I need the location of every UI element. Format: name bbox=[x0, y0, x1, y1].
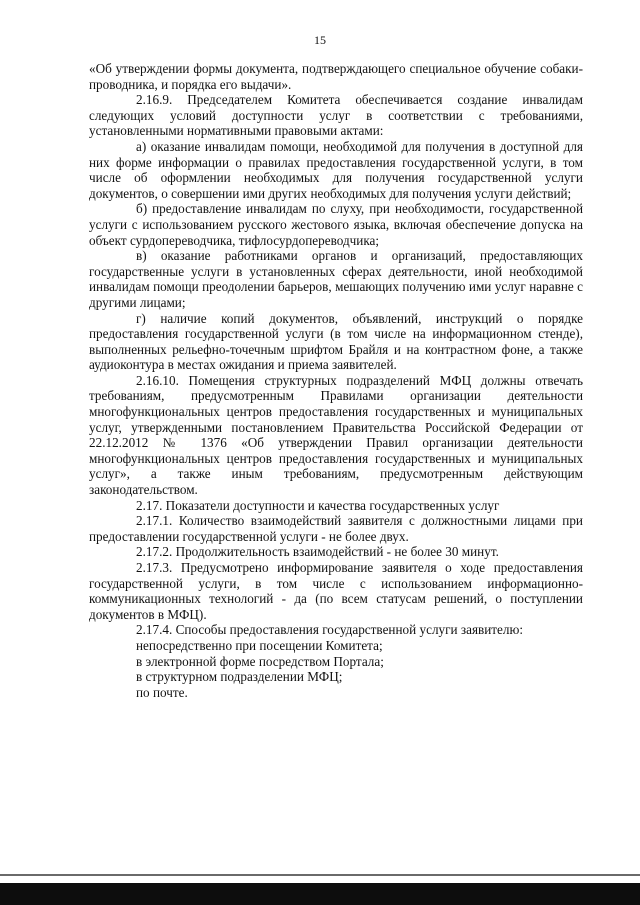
list-item-portal: в электронной форме посредством Портала; bbox=[136, 653, 384, 669]
paragraph-2-16-10: 2.16.10. Помещения структурных подразделений МФЦ должны отвечать требованиям, предусмотренным Правилами организации деятельности многофункциональных центров предоставления государственных и муниципальных услуг, утвержденными постановлением Правительства Российской Федерации от 22.12.2012 № 1376 «Об утверждении Правил организации деятельности многофункциональных центров предоставления государственных и муниципальных услуг», а также иным требованиям, предусмотренным действующим законодательством. bbox=[89, 372, 583, 498]
paragraph-2-17-heading: 2.17. Показатели доступности и качества государственных услуг bbox=[136, 497, 500, 513]
paragraph-2-17-2: 2.17.2. Продолжительность взаимодействий - не более 30 минут. bbox=[136, 544, 499, 560]
paragraph-order-title-continuation: «Об утверждении формы документа, подтверждающего специальное обучение собаки-проводника, и порядка его выдачи». bbox=[89, 61, 583, 92]
scan-edge-shadow bbox=[0, 883, 640, 905]
page-number: 15 bbox=[314, 33, 326, 47]
paragraph-item-b: б) предоставление инвалидам по слуху, при необходимости, государственной услуги с использованием русского жестового языка, включая обеспечение допуска на объект сурдопереводчика, тифлосурдопереводчика; bbox=[89, 201, 583, 248]
paragraph-item-a: а) оказание инвалидам помощи, необходимой для получения в доступной для них форме информации о правилах предоставления государственной услуги, в том числе об оформлении необходимых для получения государственной услуги документов, о совершении ими других необходимых для получения услуги действий; bbox=[89, 138, 583, 201]
paragraph-2-17-1: 2.17.1. Количество взаимодействий заявителя с должностными лицами при предоставлении государственной услуги - не более двух. bbox=[89, 513, 583, 544]
paragraph-2-17-4: 2.17.4. Способы предоставления государственной услуги заявителю: bbox=[136, 622, 524, 638]
list-item-mfc: в структурном подразделении МФЦ; bbox=[136, 669, 343, 685]
list-item-committee-visit: непосредственно при посещении Комитета; bbox=[136, 637, 383, 653]
document-body bbox=[89, 61, 583, 700]
paragraph-2-17-3: 2.17.3. Предусмотрено информирование заявителя о ходе предоставления государственной услуги, в том числе с использованием информационно-коммуникационных технологий - да (по всем статусам решений, о поступлении документов в МФЦ). bbox=[89, 560, 583, 622]
scan-edge-line bbox=[0, 874, 640, 876]
paragraph-item-g: г) наличие копий документов, объявлений, инструкций о порядке предоставления государственной услуги (в том числе на информационном стенде), выполненных рельефно-точечным шрифтом Брайля и на контрастном фоне, а также аудиоконтура в местах ожидания и приема заявителей. bbox=[89, 310, 583, 373]
paragraph-2-16-9: 2.16.9. Председателем Комитета обеспечивается создание инвалидам следующих условий доступности услуг в соответствии с требованиями, установленными нормативными правовыми актами: bbox=[89, 92, 583, 139]
paragraph-item-v: в) оказание работниками органов и организаций, предоставляющих государственные услуги в установленных сферах деятельности, иной необходимой инвалидам помощи преодолении барьеров, мешающих получению ими услуг наравне с другими лицами; bbox=[89, 248, 583, 310]
list-item-mail: по почте. bbox=[136, 684, 188, 700]
